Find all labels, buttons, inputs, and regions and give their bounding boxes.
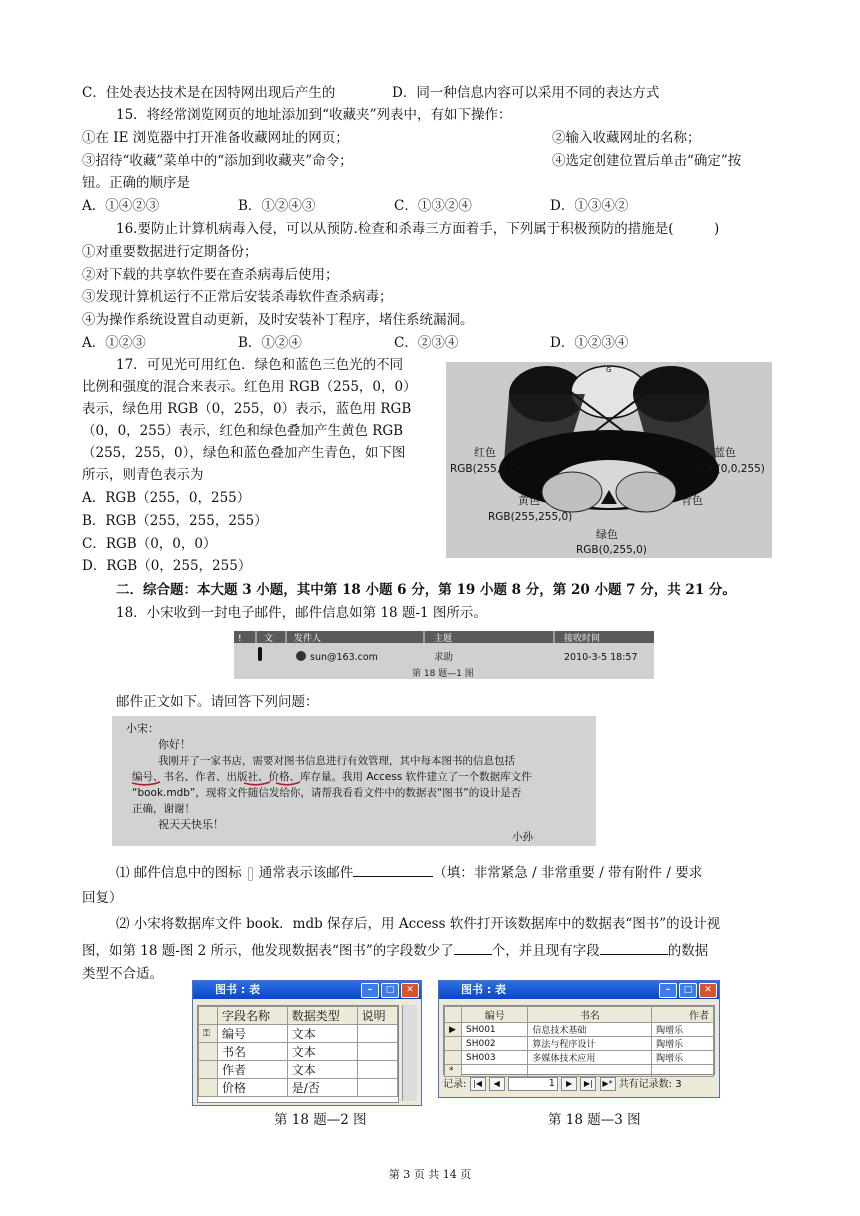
datasheet-header-author: 作者 bbox=[652, 1007, 714, 1023]
envelope-icon bbox=[296, 651, 306, 661]
design-header-type: 数据类型 bbox=[287, 1007, 357, 1025]
letter-line-3: “book.mdb”，现将文件随信发给你，请帮我看看文件中的数据表“图书”的设计是否 bbox=[132, 787, 522, 799]
datasheet-header-id: 编号 bbox=[462, 1007, 528, 1023]
rgb-yellow-label: 黄色 bbox=[518, 494, 540, 507]
datasheet-titlebar: 图书 : 表 – □ ✕ bbox=[439, 981, 719, 999]
q17-line-1: 17．可见光可用红色．绿色和蓝色三色光的不同 bbox=[116, 357, 404, 373]
letter-greeting: 小宋： bbox=[126, 722, 159, 735]
record-count: 共有记录数: 3 bbox=[618, 1079, 682, 1090]
q15-step-4-cont: 钮。正确的顺序是 bbox=[82, 175, 190, 191]
mail-subject: 求助 bbox=[434, 652, 454, 663]
q17-line-4: （0，0，255）表示，红色和绿色叠加产生黄色 RGB bbox=[82, 423, 404, 439]
q18-sub2-line3: 类型不合适。 bbox=[82, 966, 163, 982]
q16-item-2: ②对下载的共享软件要在查杀病毒后使用； bbox=[82, 267, 339, 283]
q16-option-c: C．②③④ bbox=[394, 335, 459, 351]
mail-col-subject: 主题 bbox=[434, 634, 453, 644]
q17-line-5: （255，255，0），绿色和蓝色叠加产生青色，如下图 bbox=[82, 445, 406, 461]
q15-option-a: A．①④②③ bbox=[82, 198, 160, 214]
mail-col-attach: 文 bbox=[264, 634, 274, 644]
datasheet-row[interactable]: SH003 多媒体技术应用 陶增乐 bbox=[445, 1051, 714, 1065]
q15-option-c: C．①③②④ bbox=[394, 198, 472, 214]
q18-sub2-blank-1 bbox=[454, 940, 492, 955]
q14-option-d: D．同一种信息内容可以采用不同的表达方式 bbox=[392, 85, 660, 101]
q16-item-3: ③发现计算机运行不正常后安装杀毒软件查杀病毒； bbox=[82, 289, 393, 305]
minimize-icon[interactable]: – bbox=[361, 983, 379, 998]
rgb-green-value: RGB(0,255,0) bbox=[576, 544, 647, 556]
datasheet-row[interactable]: ▶ SH001 信息技术基础 陶增乐 bbox=[445, 1023, 714, 1037]
letter-line-2: 编号、书名、作者、出版社、价格、库存量。我用 Access 软件建立了一个数据库文件 bbox=[132, 771, 532, 783]
last-record-icon[interactable]: ▶| bbox=[580, 1077, 596, 1091]
mail-figure-caption: 第 18 题—1 图 bbox=[412, 669, 474, 679]
maximize-icon[interactable]: □ bbox=[679, 983, 697, 998]
paperclip-icon bbox=[258, 647, 262, 661]
figure-2-caption: 第 18 题—2 图 bbox=[274, 1112, 367, 1128]
q15-option-d: D．①③④② bbox=[550, 198, 629, 214]
rgb-yellow-value: RGB(255,255,0) bbox=[488, 511, 573, 523]
rgb-cyan-label: 青色 bbox=[681, 494, 703, 507]
design-scrollbar[interactable] bbox=[402, 1005, 417, 1101]
q16-item-4: ④为操作系统设置自动更新，及时安装补丁程序，堵住系统漏洞。 bbox=[82, 312, 474, 328]
record-number-input[interactable]: 1 bbox=[508, 1077, 558, 1091]
q18-sub1-cont: 回复） bbox=[82, 890, 123, 906]
first-record-icon[interactable]: |◀ bbox=[470, 1077, 486, 1091]
q17-option-d: D．RGB（0，255，255） bbox=[82, 558, 252, 574]
record-navigator: 记录: |◀ ◀ 1 ▶ ▶| ▶* 共有记录数: 3 bbox=[443, 1078, 682, 1090]
mail-col-importance: ! bbox=[238, 634, 242, 644]
design-header-field: 字段名称 bbox=[218, 1007, 288, 1025]
q15-step-3: ③招待“收藏”菜单中的“添加到收藏夹”命令； bbox=[82, 153, 353, 169]
mail-header-figure bbox=[234, 631, 654, 679]
q18-sub1: ⑴ 邮件信息中的图标 通常表示该邮件 （填：非常紧急 / 非常重要 / 带有附件 / 要求 bbox=[116, 862, 702, 883]
datasheet-window bbox=[438, 980, 720, 1098]
q17-option-c: C．RGB（0，0，0） bbox=[82, 536, 217, 552]
letter-wish: 祝天天快乐！ bbox=[158, 818, 224, 831]
design-row[interactable]: 作者 文本 bbox=[199, 1061, 398, 1079]
rgb-r-letter: R bbox=[543, 366, 548, 374]
letter-line-4: 正确，谢谢！ bbox=[132, 803, 195, 815]
close-icon[interactable]: ✕ bbox=[699, 983, 717, 998]
new-record-icon[interactable]: ▶* bbox=[600, 1077, 616, 1091]
q18-sub2-line2: 图，如第 18 题-图 2 所示，他发现数据表“图书”的字段数少了 个，并且现有字段 的数据 bbox=[82, 940, 708, 961]
letter-signature: 小孙 bbox=[512, 831, 533, 843]
mail-col-from: 发件人 bbox=[294, 634, 322, 644]
design-row[interactable]: 价格 是/否 bbox=[199, 1079, 398, 1097]
rgb-blue-label: 蓝色 bbox=[714, 446, 736, 459]
datasheet-header-title: 书名 bbox=[528, 1007, 652, 1023]
design-row[interactable]: ⚿ 编号 文本 bbox=[199, 1025, 398, 1043]
q17-line-3: 表示，绿色用 RGB（0，255，0）表示，蓝色用 RGB bbox=[82, 401, 412, 417]
mail-col-time: 接收时间 bbox=[564, 634, 601, 644]
datasheet-row[interactable]: SH002 算法与程序设计 陶增乐 bbox=[445, 1037, 714, 1051]
design-view-titlebar: 图书 : 表 – □ ✕ bbox=[193, 981, 421, 999]
q16-option-b: B．①②④ bbox=[238, 335, 302, 351]
q16-option-d: D．①②③④ bbox=[550, 335, 629, 351]
page-footer: 第 3 页 共 14 页 bbox=[388, 1168, 472, 1181]
q18-sub2-blank-2 bbox=[600, 940, 668, 955]
rgb-figure bbox=[446, 362, 772, 558]
letter-figure bbox=[112, 716, 596, 846]
mail-from: sun@163.com bbox=[310, 652, 378, 663]
datasheet-grid bbox=[443, 1005, 715, 1075]
q15-step-4: ④选定创建位置后单击“确定”按 bbox=[552, 153, 742, 169]
rgb-green-label: 绿色 bbox=[596, 528, 618, 541]
rgb-red-label: 红色 bbox=[474, 446, 496, 459]
minimize-icon[interactable]: – bbox=[659, 983, 677, 998]
q16-stem: 16.要防止计算机病毒入侵，可以从预防.检查和杀毒三方面着手，下列属于积极预防的措施是( ) bbox=[116, 221, 720, 237]
q17-line-6: 所示，则青色表示为 bbox=[82, 467, 204, 483]
next-record-icon[interactable]: ▶ bbox=[561, 1077, 577, 1091]
q16-option-a: A．①②③ bbox=[82, 335, 146, 351]
q14-option-c: C．住处表达技术是在因特网出现后产生的 bbox=[82, 85, 336, 101]
q17-option-a: A．RGB（255，0，255） bbox=[82, 490, 251, 506]
prev-record-icon[interactable]: ◀ bbox=[489, 1077, 505, 1091]
q17-option-b: B．RGB（255，255，255） bbox=[82, 513, 268, 529]
letter-line-1: 我刚开了一家书店，需要对图书信息进行有效管理，其中每本图书的信息包括 bbox=[158, 755, 515, 767]
q18-sub2-line1: ⑵ 小宋将数据库文件 book．mdb 保存后，用 Access 软件打开该数据库中的数据表“图书”的设计视 bbox=[116, 916, 721, 932]
q18-sub1-answer-blank bbox=[353, 862, 433, 877]
section-2-heading: 二．综合题：本大题 3 小题，其中第 18 小题 6 分，第 19 小题 8 分，第 20 小题 7 分，共 21 分。 bbox=[116, 582, 736, 598]
q18-stem: 18．小宋收到一封电子邮件，邮件信息如第 18 题-1 图所示。 bbox=[116, 605, 487, 621]
q18-body-intro: 邮件正文如下。请回答下列问题： bbox=[116, 694, 319, 710]
q15-step-2: ②输入收藏网址的名称； bbox=[552, 130, 701, 146]
rgb-blue-value: RGB(0,0,255) bbox=[694, 463, 765, 475]
maximize-icon[interactable]: □ bbox=[381, 983, 399, 998]
design-grid bbox=[197, 1005, 399, 1103]
q16-item-1: ①对重要数据进行定期备份； bbox=[82, 244, 258, 260]
q15-step-1: ①在 IE 浏览器中打开准备收藏网址的网页； bbox=[82, 130, 349, 146]
q17-line-2: 比例和强度的混合来表示。红色用 RGB（255，0，0） bbox=[82, 379, 417, 395]
design-row[interactable]: 书名 文本 bbox=[199, 1043, 398, 1061]
close-icon[interactable]: ✕ bbox=[401, 983, 419, 998]
design-header-desc: 说明 bbox=[357, 1007, 397, 1025]
paperclip-small-icon bbox=[248, 867, 253, 881]
design-view-window bbox=[192, 980, 422, 1106]
rgb-red-value: RGB(255,0,0) bbox=[450, 463, 521, 475]
q15-stem: 15．将经常浏览网页的地址添加到“收藏夹”列表中，有如下操作： bbox=[116, 107, 512, 123]
q15-option-b: B．①②④③ bbox=[238, 198, 316, 214]
figure-3-caption: 第 18 题—3 图 bbox=[548, 1112, 641, 1128]
rgb-b-letter: B bbox=[668, 366, 673, 374]
mail-time: 2010-3-5 18:57 bbox=[564, 652, 638, 663]
letter-hello: 你好！ bbox=[158, 738, 191, 751]
datasheet-new-row[interactable]: * bbox=[445, 1065, 714, 1077]
rgb-g-letter: G bbox=[606, 366, 612, 374]
